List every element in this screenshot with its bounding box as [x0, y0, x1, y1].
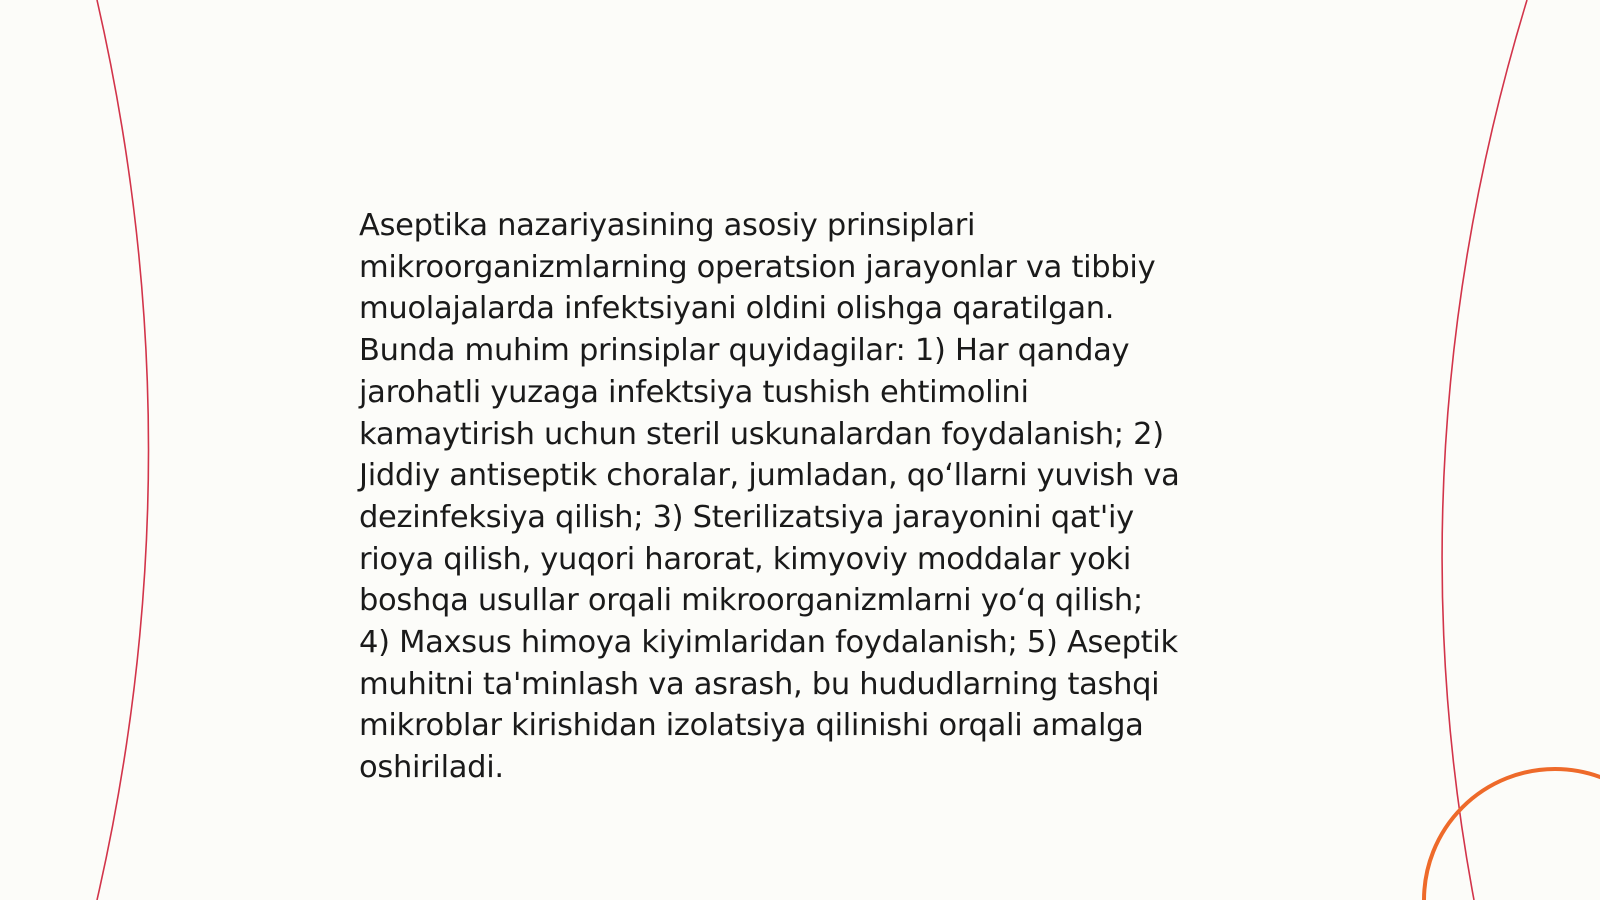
body-paragraph: Aseptika nazariyasining asosiy prinsiplari mikroorganizmlarning operatsion jarayonlar va tibbiy muolajalarda infektsiyani oldini olishga qaratilgan. Bunda muhim prinsiplar quyidagilar: 1) Har qanday jarohatli yuzaga infektsiya tushish ehtimolini kamaytirish uchun steril uskunalardan foydalanish; 2) Jiddiy antiseptik choralar, jumladan, qo‘llarni yuvish va dezinfeksiya qilish; 3) Sterilizatsiya jarayonini qat'iy rioya qilish, yuqori harorat, kimyoviy moddalar yoki boshqa usullar orqali mikroorganizmlarni yo‘q qilish; 4) Maxsus himoya kiyimlaridan foydalanish; 5) Aseptik muhitni ta'minlash va asrash, bu hududlarning tashqi mikroblar kirishidan izolatsiya qilinishi orqali amalga oshiriladi.	[359, 208, 1180, 786]
left-arc-line	[97, 0, 149, 900]
right-arc-line	[1442, 0, 1527, 900]
corner-circle-outline	[1424, 769, 1600, 900]
